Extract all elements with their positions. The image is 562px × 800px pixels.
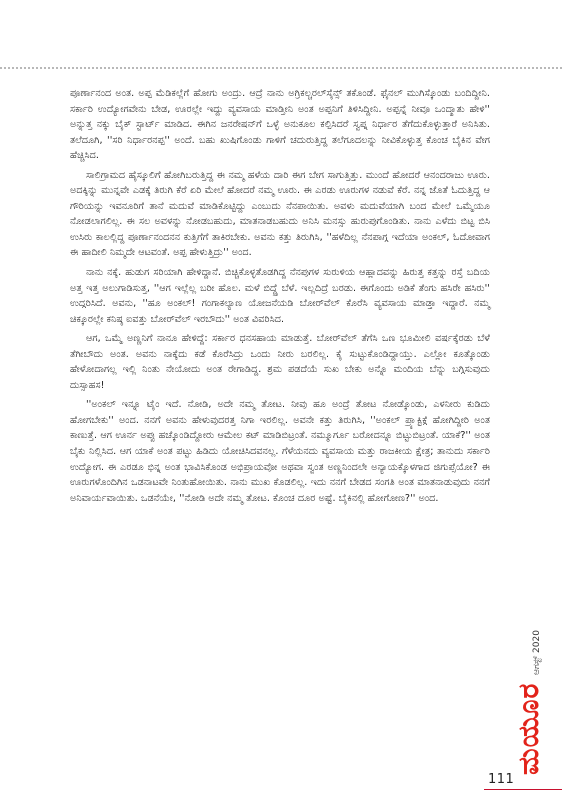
paragraph: ಆಗ, ಒಮ್ಮೆ ಅಣ್ಣನಿಗೆ ನಾನೂ ಹೇಳಿದ್ದೆ: ಸರ್ಕಾರ ಧನಸಹಾಯ ಮಾಡುತ್ತೆ. ಬೋರ್‌ವೆಲ್ ತೆಗೆಸಿ ಒಣ ಭೂಮೀಲಿ ವರ್ಷಕ್ಕೆರಡು ಬೆಳೆ ತೆಗೀಬೌದು ಅಂತ. ಅವನು ನಾಕ್ಕೆದು ಕಡೆ ಕೊರೆಸಿದ್ರು ಒಂದು ನೀರು ಬರಲಿಲ್ಲ. ಕೈ ಸುಟ್ಟುಕೊಂಡಿದ್ದಾಯ್ತು. ಎಲ್ಲೋ ಕೂತ್ಕೊಂಡು ಹೇಳೋದಾಗಲ್ಲ ಇಲ್ಲಿ ನಿಂತು ನೇಯೋದು ಅಂತ ರೇಗಾಡಿದ್ದ. ಶ್ರಮ ಪಡದೆಯೆ ಸುಖ ಬೇಕು ಅನ್ನೊ ಮಂದಿಯ ಬೆನ್ನು ಬಗ್ಗಿಸುವುದು ದುಸ್ಸಾಹಸ! [70, 333, 490, 391]
issue-date: ಆಗಸ್ಟ್ 2020 [532, 630, 542, 675]
paragraph: ಪೂರ್ಣಾನಂದ ಅಂತ. ಅಪ್ಪ ಮೆಡಿಕಲ್ಲೆಗೆ ಹೋಗು ಅಂದ್ರು. ಆದ್ರೆ ನಾನು ಅಗ್ರಿಕಲ್ಚರಲ್‌ಸೈನ್ಸ್ ತಕೊಂಡೆ. ಫೈನಲ್ ಮುಗಿಸ್ಕೊಂಡು ಬಂದಿದ್ದೀನಿ. ಸರ್ಕಾರಿ ಉದ್ಯೋಗವೇನು ಬೇಡ, ಊರಲ್ಲೇ ಇದ್ದು ವ್ಯವಸಾಯ ಮಾಡ್ತೀನಿ ಅಂತ ಅಪ್ಪನಿಗೆ ತಿಳಿಸಿದ್ದೀನಿ. ಅಪ್ಪನ್ನೆ ನೀವೂ ಒಂದ್ಮಾತು ಹೇಳಿ'' ಅನ್ನುತ್ತ ನಕ್ಕು ಬೈಕ್ ಸ್ಟಾರ್ಟ್ ಮಾಡಿದ. ಈಗಿನ ಜನರೇಷನ್‌ಗೆ ಒಳ್ಳೆ ಅನುಕೂಲ ಕಲ್ಪಿಸಿದರೆ ಸ್ವಪ್ನ ನಿರ್ಧಾರ ತೆಗೆದುಕೊಳ್ಳುತ್ತಾರೆ ಅನಿಸಿತು. ತಲೆದೂಗಿ, ''ಸರಿ ನಿರ್ಧಾರನಪ್ಪ'' ಅಂದೆ. ಬಹು ಖುಷಿಗೊಂಡು ಗಾಳಿಗೆ ಚದುರುತ್ತಿದ್ದ ತಲೆಗೂದಲನ್ನು ನೀವಿಕೊಳ್ಳುತ್ತ ಕೊಂಚ ಬೈಕಿನ ವೇಗ ಹೆಚ್ಚಿಸಿದ. [70, 88, 490, 162]
article-body [70, 86, 490, 510]
page-number: 111 [488, 772, 515, 787]
paragraph: ನಾನು ನಕ್ಕೆ. ಹುಡುಗ ಸರಿಯಾಗಿ ಹೇಳಿದ್ದಾನೆ. ಬಿಚ್ಚಿಕೊಳ್ಳತೊಡಗಿದ್ದ ನೆನಪುಗಳ ಸುರುಳಿಯ ಆಹ್ಲಾದವನ್ನು ಹಿರುತ್ತ ಕತ್ತನ್ನು ರಸ್ತೆ ಬದಿಯ ಅತ್ತ ಇತ್ತ ಅಲುಗಾಡಿಸುತ್ತ, ''ಆಗ ಇಲ್ಲೆಲ್ಲ ಬರೀ ಹೊಲ. ಮಳೆ ಬಿದ್ದ್ರೆ ಬೆಳೆ. ಇಲ್ಲದಿದ್ರೆ ಬರಡು. ಈಗೊಂದು ಅಡಿಕೆ ತೆಂಗು ಹಸಿರೇ ಹಸಿರು'' ಉದ್ಗರಿಸಿದೆ. ಅವನು, ''ಹೂ ಅಂಕಲ್! ಗಂಗಾಕಲ್ಯಾಣ ಯೋಜನೆಯಡಿ ಬೋರ್‌ವೆಲ್ ಕೊರೆಸಿ ವ್ಯವಸಾಯ ಮಾಡ್ತಾ ಇದ್ದಾರೆ. ನಮ್ಮ ಚಿಕ್ಕೂರಲ್ಲೇ ಕನಿಷ್ಠ ಐವತ್ತು ಬೋರ್‌ವೆಲ್ ಇರಬೌದು'' ಅಂತ ವಿವರಿಸಿದ. [70, 267, 490, 325]
magazine-side-strip [510, 585, 550, 775]
paragraph: ''ಅಂಕಲ್ ಇನ್ನೂ ಟೈಂ ಇದೆ. ನೋಡಿ, ಅದೇ ನಮ್ಮ ತೋಟ. ನೀವು ಹೂ ಅಂದ್ರೆ ತೋಟ ನೋಡ್ಕೊಂಡು, ಎಳನೀರು ಕುಡಿದು ಹೋಗಬೇಕು'' ಅಂದ. ನನಗೆ ಅವನು ಹೇಳುವುದರತ್ತ ನಿಗಾ ಇರಲಿಲ್ಲ. ಅವನೇ ಕತ್ತು ತಿರುಗಿಸಿ, ''ಅಂಕಲ್ ಪ್ರ್ಯಾಕ್ಟಿಕ್ಗೆ ಹೋಗಿದ್ದೀರಿ ಅಂತ ಕಾಣುತ್ತೆ. ಆಗ ಊರ್ನ ಅಪ್ಪು ಹಚ್ಕೊಂಡಿದ್ದೋರು ಆಮೇಲ ಕಟ್ ಮಾಡಿಬಿಟ್ರಂತೆ. ನಮ್ಮೂರ್ಗೂ ಬರೋದನ್ನೂ ಬಿಟ್ಟುಬಿಟ್ರಂತೆ. ಯಾಕೆ?'' ಅಂತ ಬೈಕು ನಿಲ್ಲಿಸಿದ. ಆಗ ಯಾಕೆ ಅಂತ ಪಟ್ಟು ಹಿಡಿದು ಯೋಚಿಸಿದವನಲ್ಲ. ಗೆಳೆಯನದು ವ್ಯವಸಾಯ ಮತ್ತು ರಾಜಕೀಯ ಕ್ಷೇತ್ರ; ತಾನುದು ಸರ್ಕಾರಿ ಉದ್ಯೋಗ. ಈ ಎರಡೂ ಭಿನ್ನ ಅಂತ ಭಾವಿಸಿಕೊಂಡ ಅಭಿಪ್ರಾಯವೋ ಅಥವಾ ಸ್ವಂತ ಅಣ್ಣನಿಂದಲೇ ಅನ್ಯಾಯಕ್ಕೊಳಗಾದ ಜಿಗುಪ್ಸೆಯೋ? ಈ ಊರುಗಳೊಂದಿಗಿನ ಒಡನಾಟವೇ ನಿಂತುಹೋಯಿತು. ನಾನು ಮುಖ ಕೊಡಲಿಲ್ಲ. ಇದು ನನಗೆ ಬೇಡದ ಸಂಗತಿ ಅಂತ ಮಾತನಾಡುವುದು ನನಗೆ ಅನಿವಾರ್ಯವಾಯಿತು. ಒಡನೆಯೇ, ''ನೋಡಿ ಅದೇ ನಮ್ಮ ತೋಟ. ಕೊಂಚ ದೂರ ಅಷ್ಟೆ. ಬೈಕಿನಲ್ಲಿ ಹೋಗೋಣ?'' ಅಂದ. [70, 399, 490, 504]
footer-rule [484, 789, 562, 790]
paragraph: ಸಾಲಿಗ್ರಾಮದ ಹೈಸ್ಕೂಲಿಗೆ ಹೋಗಿಬರುತ್ತಿದ್ದ ಈ ನಮ್ಮ ಹಳೆಯ ದಾರಿ ಈಗ ಬೇಗ ಸಾಗುತ್ತಿತ್ತು. ಮುಂದೆ ಹೋದರೆ ಆನಂದರಾಜು ಊರು. ಅದಕ್ಕಿನ್ನು ಮುನ್ನವೇ ಎಡಕ್ಕೆ ತಿರುಗಿ ಕೆರೆ ಏರಿ ಮೇಲೆ ಹೋದರೆ ನಮ್ಮ ಊರು. ಈ ಎರಡು ಊರುಗಳ ನಡುವೆ ಕೆರೆ. ನನ್ನ ಜೊತೆ ಓದುತ್ತಿದ್ದ ಆ ಗೌರಿಯನ್ನು ಇವನೂರಿಗೆ ತಾನೆ ಮದುವೆ ಮಾಡಿಕೊಟ್ಟಿದ್ದು ಎಂಬುದು ನೆನಪಾಯಿತು. ಅವಳು ಮದುವೆಯಾಗಿ ಬಂದ ಮೇಲೆ ಒಮ್ಮೆಯೂ ನೋಡಲಾಗಲಿಲ್ಲ. ಈ ಸಲ ಅವಳನ್ನು ನೋಡಬಹುದು, ಮಾತನಾಡಬಹುದು ಅನಿಸಿ ಮನಸ್ಸು ಹುರುಪುಗೊಂಡಿತು. ನಾನು ಎಳೆದು ಬಿಟ್ಟ ಬಿಸಿ ಉಸಿರು ಕಾಲಲ್ಲಿದ್ದ ಪೂರ್ಣಾನಂದನನ ಕುತ್ತಿಗೆಗೆ ತಾಕಿರಬೇಕು. ಅವನು ಕತ್ತು ತಿರುಗಿಸಿ, ''ಹಳೆದಿಲ್ಲ ನೆನಪಾಗ್ಗ ಇದೆಯಾ ಅಂಕಲ್, ಓದೋವಾಗ ಈ ಹಾದೀಲಿ ನಿಮ್ಮದೇ ಆಟವಂತೆ. ಅಪ್ಪ ಹೇಳುತ್ತಿದ್ರು'' ಅಂದ. [70, 169, 490, 259]
magazine-logo: ಮಯೂರ [512, 682, 545, 775]
top-dotted-rule [0, 67, 562, 69]
